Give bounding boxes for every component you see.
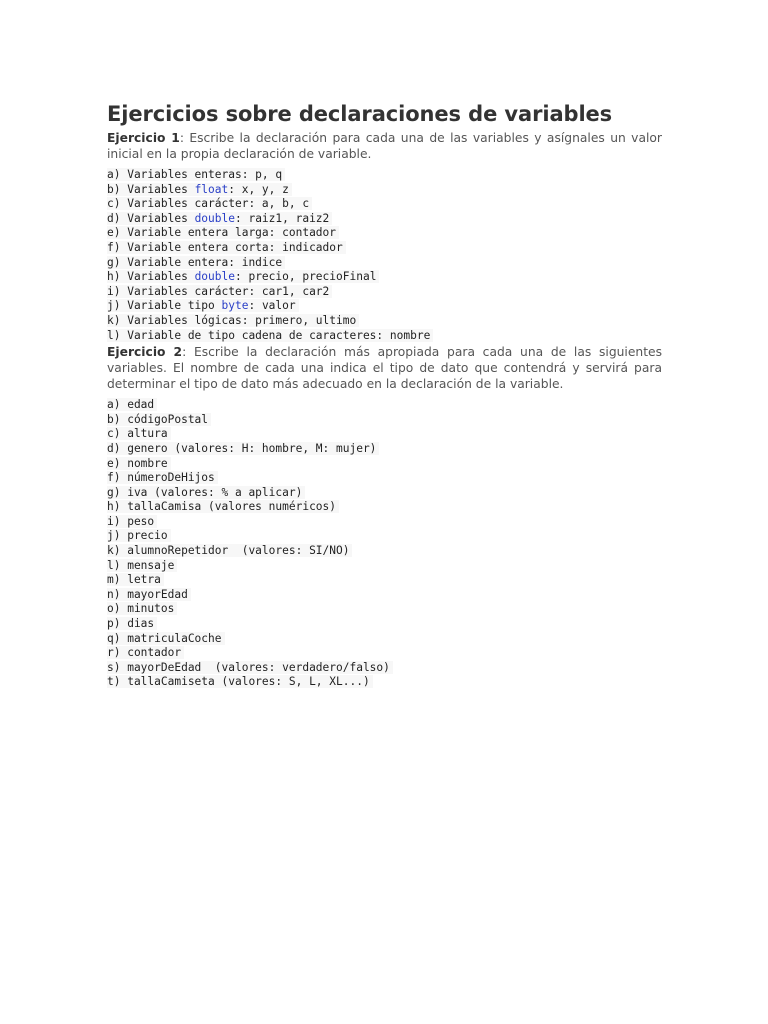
list-item [107,661,662,676]
list-item [107,413,662,428]
code-text: j) Variable tipo [107,299,222,313]
code-line: g) iva (valores: % a aplicar) [107,486,305,499]
list-item [107,646,662,661]
code-line [107,299,299,312]
code-text: d) Variables [107,211,195,225]
list-item [107,314,662,329]
code-line: n) mayorEdad [107,588,191,601]
type-keyword: byte [221,299,249,313]
list-item [107,500,662,515]
code-line: f) númeroDeHijos [107,471,218,484]
code-text: h) Variables [107,270,195,284]
list-item [107,632,662,647]
list-item [107,602,662,617]
code-text: g) Variable entera: indice [107,255,283,269]
code-line: e) nombre [107,457,171,470]
code-text: : raiz1, raiz2 [234,211,330,225]
code-line [107,168,285,181]
list-item [107,256,662,271]
list-item [107,442,662,457]
list-item [107,486,662,501]
code-line [107,226,339,239]
code-line [107,256,285,269]
code-text: : valor [248,299,296,313]
list-item [107,226,662,241]
code-line [107,285,332,298]
code-line: o) minutos [107,602,177,615]
type-keyword: float [194,182,229,196]
code-text: : x, y, z [228,182,289,196]
ejercicio-2-text: : Escribe la declaración más apropiada para cada una de las siguientes variables. El nombre de cada una indica el tipo de dato que contendrá y servirá para determinar el tipo de dato más adecuado en la declaración de la variable. [107,345,662,392]
list-item [107,471,662,486]
code-line: d) genero (valores: H: hombre, M: mujer) [107,442,379,455]
code-line: b) códigoPostal [107,413,211,426]
code-line: m) letra [107,573,164,586]
code-line [107,197,312,210]
code-text: k) Variables lógicas: primero, ultimo [107,313,357,327]
list-item [107,573,662,588]
ejercicio-2-label: Ejercicio 2 [107,345,183,360]
code-line: j) precio [107,529,171,542]
code-line: q) matriculaCoche [107,632,225,645]
code-line [107,270,379,283]
code-line [107,314,359,327]
code-line: p) dias [107,617,157,630]
list-item [107,241,662,256]
page-title: Ejercicios sobre declaraciones de variables [107,102,613,126]
code-line: c) altura [107,427,171,440]
list-item [107,529,662,544]
ejercicio-1-statement [107,130,662,162]
list-item [107,398,662,413]
code-text: l) Variable de tipo cadena de caracteres: nombre [107,328,431,342]
code-line: i) peso [107,515,157,528]
list-item [107,427,662,442]
code-text: i) Variables carácter: car1, car2 [107,284,330,298]
list-item [107,515,662,530]
list-item [107,559,662,574]
code-text: b) Variables [107,182,195,196]
list-item [107,675,662,690]
code-line: l) mensaje [107,559,177,572]
ejercicio-2-variable-list [107,398,662,690]
code-text: e) Variable entera larga: contador [107,226,337,240]
ejercicio-1-text: : Escribe la declaración para cada una de las variables y asígnales un valor inicial en la propia declaración de variable. [107,131,662,161]
code-line [107,329,433,342]
list-item [107,457,662,472]
list-item [107,270,662,285]
type-keyword: double [194,270,235,284]
list-item [107,588,662,603]
code-text: f) Variable entera corta: indicador [107,240,343,254]
list-item [107,299,662,314]
list-item [107,285,662,300]
list-item [107,544,662,559]
ejercicio-1-label: Ejercicio 1 [107,131,180,145]
ejercicio-2-statement [107,344,662,392]
code-line: a) edad [107,398,157,411]
list-item [107,183,662,198]
code-line [107,183,292,196]
list-item [107,212,662,227]
code-line: h) tallaCamisa (valores numéricos) [107,500,339,513]
code-line: k) alumnoRepetidor (valores: SI/NO) [107,544,352,557]
code-line [107,241,346,254]
code-line: r) contador [107,646,184,659]
list-item [107,197,662,212]
code-text: : precio, precioFinal [234,270,377,284]
list-item [107,329,662,344]
code-line: t) tallaCamiseta (valores: S, L, XL...) [107,675,373,688]
code-text: a) Variables enteras: p, q [107,168,283,181]
list-item [107,168,662,183]
code-line: s) mayorDeEdad (valores: verdadero/falso) [107,661,393,674]
code-line [107,212,332,225]
ejercicio-1-variable-list [107,168,662,343]
list-item [107,617,662,632]
code-text: c) Variables carácter: a, b, c [107,197,310,211]
type-keyword: double [194,211,235,225]
